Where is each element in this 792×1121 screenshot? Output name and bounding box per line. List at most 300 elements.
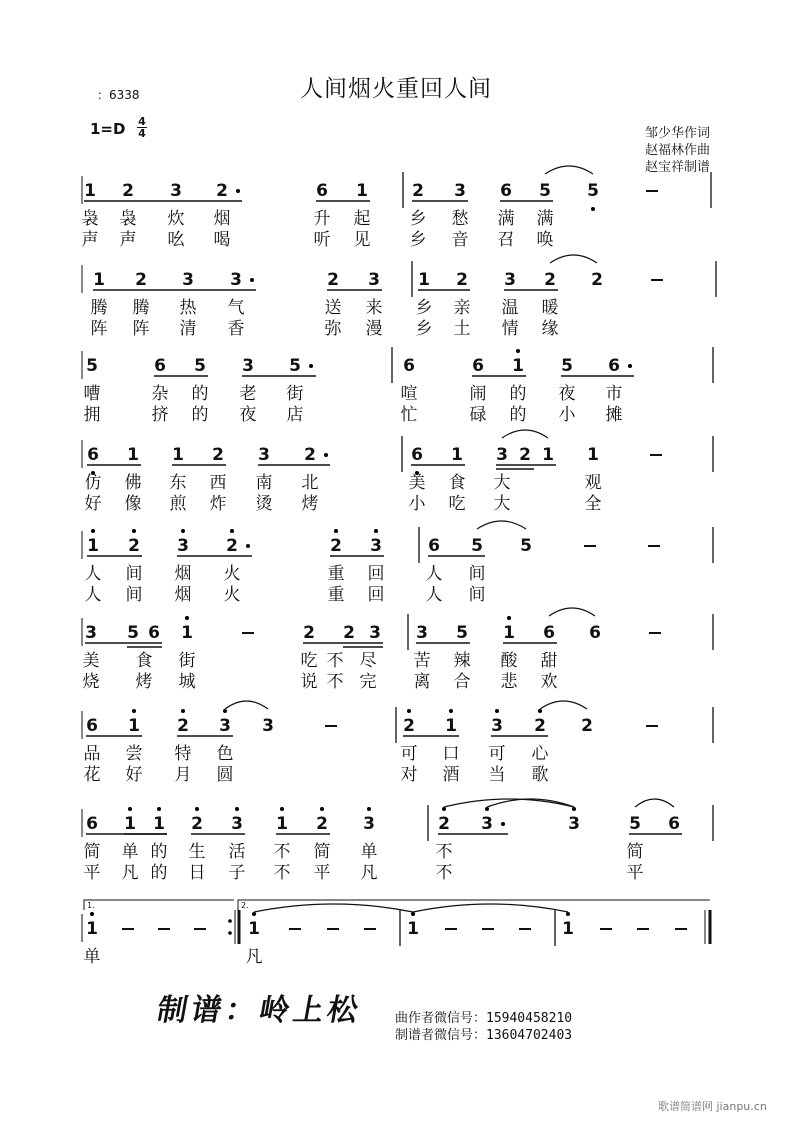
lyric-verse-1: 简 — [313, 842, 331, 862]
lyric-verse-1: 简 — [626, 842, 644, 862]
lyric-verse-2: 见 — [353, 230, 371, 250]
lyric-verse-1: 夜 — [558, 384, 576, 404]
lyric-verse-1: 嘈 — [83, 384, 101, 404]
lyric-verse-1: 的 — [509, 384, 527, 404]
lyric-verse-1: 市 — [605, 384, 623, 404]
lyric-verse-2: 人 — [84, 585, 102, 605]
lyric-verse-2: 好 — [84, 494, 102, 514]
octave-up-dot — [495, 709, 499, 713]
lyric-verse-1: 活 — [228, 842, 246, 862]
lyric-verse-2: 酒 — [442, 765, 460, 785]
note-5: 5 — [629, 814, 641, 834]
note-1: 1 — [542, 445, 554, 465]
lyric-verse-2: 平 — [313, 863, 331, 883]
note-3: 3 — [491, 716, 503, 736]
lyric-verse-2: 漫 — [365, 319, 383, 339]
lyric-verse-2: 好 — [125, 765, 143, 785]
lyric-verse-2: 召 — [497, 230, 515, 250]
note-1: 1 — [181, 623, 193, 643]
lyric-verse-2: 店 — [286, 405, 304, 425]
time-signature-bottom: 4 — [138, 127, 146, 140]
lyric-verse-2: 像 — [124, 494, 142, 514]
note-3: 3 — [363, 814, 375, 834]
lyric-verse-2: 阵 — [90, 319, 108, 339]
lyric-verse-2: 的 — [191, 405, 209, 425]
lyric-verse-1: 起 — [353, 209, 371, 229]
arranger-wechat: 制谱者微信号：13604702403 — [395, 1028, 573, 1043]
note-1: 1 — [562, 919, 574, 939]
repeat-dot — [228, 931, 232, 935]
note-3: 3 — [242, 356, 254, 376]
lyric-verse-2: 歌 — [531, 765, 549, 785]
lyric-verse-2: 阵 — [132, 319, 150, 339]
octave-up-dot — [449, 709, 453, 713]
note-1: 1 — [93, 270, 105, 290]
note-6: 6 — [472, 356, 484, 376]
note-2: 2 — [135, 270, 147, 290]
note-2: 2 — [304, 445, 316, 465]
lyric-verse-1: 的 — [191, 384, 209, 404]
lyric-verse-2: 全 — [584, 494, 602, 514]
lyric-verse-1: 单 — [360, 842, 378, 862]
lyric-verse-1: 腾 — [132, 298, 150, 318]
note-6: 6 — [86, 814, 98, 834]
lyric-verse-1: 火 — [223, 564, 241, 584]
lyric-verse-1: 满 — [497, 209, 515, 229]
octave-up-dot — [195, 807, 199, 811]
note-2: 2 — [403, 716, 415, 736]
octave-up-dot — [132, 709, 136, 713]
augmentation-dot — [309, 364, 313, 368]
note-5: 5 — [587, 181, 599, 201]
lyric-verse-1: 不 — [435, 842, 453, 862]
lyric-verse-2: 平 — [83, 863, 101, 883]
lyric-verse-2: 回 — [367, 585, 385, 605]
lyric-verse-2: 当 — [488, 765, 506, 785]
note-5: 5 — [289, 356, 301, 376]
lyric-verse-1: 人 — [84, 564, 102, 584]
lyric-verse-2: 大 — [493, 494, 511, 514]
note-3: 3 — [177, 536, 189, 556]
octave-up-dot — [223, 709, 227, 713]
lyric-verse-1: 美 — [408, 473, 426, 493]
note-3: 3 — [568, 814, 580, 834]
lyric-verse-2: 乡 — [409, 230, 427, 250]
octave-down-dot — [591, 207, 595, 211]
note-1: 1 — [248, 919, 260, 939]
octave-up-dot — [507, 616, 511, 620]
lyric-verse-2: 花 — [83, 765, 101, 785]
note-2: 2 — [456, 270, 468, 290]
lyric-verse-2: 悲 — [500, 672, 518, 692]
lyric-verse-1: 亲 — [453, 298, 471, 318]
lyric-verse-2: 不 — [435, 863, 453, 883]
lyric-verse-2: 的 — [509, 405, 527, 425]
note-1: 1 — [84, 181, 96, 201]
lyric-verse-2: 忙 — [400, 405, 418, 425]
lyric-verse-1: 可 — [488, 744, 506, 764]
lyric-verse-2: 平 — [626, 863, 644, 883]
note-2: 2 — [191, 814, 203, 834]
slur-tie — [540, 701, 587, 709]
note-3: 3 — [496, 445, 508, 465]
lyric-verse-1: 街 — [286, 384, 304, 404]
octave-up-dot — [407, 709, 411, 713]
lyric-verse-2: 听 — [313, 230, 331, 250]
note-6: 6 — [86, 716, 98, 736]
octave-up-dot — [91, 529, 95, 533]
lyric-verse-1: 尝 — [125, 744, 143, 764]
lyric-verse-2: 间 — [468, 585, 486, 605]
lyric-verse-2: 香 — [227, 319, 245, 339]
note-6: 6 — [543, 623, 555, 643]
octave-up-dot — [280, 807, 284, 811]
lyric-verse-1: 单 — [121, 842, 139, 862]
note-2: 2 — [519, 445, 531, 465]
lyric-verse-2: 合 — [453, 672, 471, 692]
lyric-verse-2: 城 — [178, 672, 196, 692]
octave-up-dot — [442, 807, 446, 811]
lyric-verse-1: 烟 — [213, 209, 231, 229]
note-2: 2 — [177, 716, 189, 736]
lyric-verse-1: 简 — [83, 842, 101, 862]
lyric-verse-2: 的 — [150, 863, 168, 883]
lyric-verse-1: 甜 — [540, 651, 558, 671]
note-5: 5 — [127, 623, 139, 643]
lyric-verse-2: 不 — [273, 863, 291, 883]
note-1: 1 — [356, 181, 368, 201]
note-5: 5 — [471, 536, 483, 556]
lyricist-credit: 邹少华作词 — [644, 126, 710, 141]
note-6: 6 — [148, 623, 160, 643]
note-1: 1 — [153, 814, 165, 834]
octave-up-dot — [181, 709, 185, 713]
lyric-verse-1: 大 — [493, 473, 511, 493]
note-6: 6 — [87, 445, 99, 465]
lyric-verse-2: 挤 — [151, 405, 169, 425]
lyric-verse-2: 碌 — [469, 405, 487, 425]
composer-wechat: 曲作者微信号：15940458210 — [395, 1011, 573, 1026]
note-3: 3 — [416, 623, 428, 643]
octave-up-dot — [132, 529, 136, 533]
note-2: 2 — [212, 445, 224, 465]
lyric-verse-1: 苦 — [413, 651, 431, 671]
lyric-verse-2: 吆 — [167, 230, 185, 250]
lyric-verse-1: 食 — [135, 651, 153, 671]
key-signature: 1=D — [90, 120, 126, 138]
lyric-verse-2: 土 — [453, 319, 471, 339]
note-1: 1 — [124, 814, 136, 834]
lyric-verse-2: 清 — [179, 319, 197, 339]
lyric-verse-1: 吃 — [300, 651, 318, 671]
note-1: 1 — [407, 919, 419, 939]
lyric-verse-1: 暖 — [541, 298, 559, 318]
lyric-verse-1: 单 — [83, 947, 101, 967]
volta-bracket — [84, 900, 234, 910]
note-2: 2 — [327, 270, 339, 290]
note-6: 6 — [411, 445, 423, 465]
note-6: 6 — [428, 536, 440, 556]
lyric-verse-1: 东 — [169, 473, 187, 493]
note-1: 1 — [276, 814, 288, 834]
volta-label: 1. — [87, 901, 95, 910]
slur-tie — [413, 904, 568, 912]
note-2: 2 — [343, 623, 355, 643]
lyric-verse-1: 不 — [273, 842, 291, 862]
lyric-verse-1: 乡 — [415, 298, 433, 318]
lyric-verse-1: 袅 — [119, 209, 137, 229]
lyric-verse-2: 间 — [125, 585, 143, 605]
octave-up-dot — [235, 807, 239, 811]
lyric-verse-1: 间 — [468, 564, 486, 584]
note-1: 1 — [172, 445, 184, 465]
lyric-verse-2: 摊 — [605, 405, 623, 425]
slur-tie — [545, 166, 593, 174]
octave-up-dot — [516, 349, 520, 353]
note-2: 2 — [303, 623, 315, 643]
site-watermark: 歌谱简谱网 jianpu.cn — [658, 1100, 767, 1113]
song-title: 人间烟火重回人间 — [300, 76, 492, 102]
augmentation-dot — [246, 544, 250, 548]
score-number: ：6338 — [97, 88, 140, 102]
lyric-verse-1: 老 — [239, 384, 257, 404]
slur-tie — [550, 255, 597, 263]
lyric-verse-1: 西 — [209, 473, 227, 493]
octave-up-dot — [320, 807, 324, 811]
slur-tie — [635, 799, 674, 807]
note-2: 2 — [544, 270, 556, 290]
lyric-verse-1: 南 — [255, 473, 273, 493]
augmentation-dot — [501, 822, 505, 826]
note-1: 1 — [418, 270, 430, 290]
note-6: 6 — [154, 356, 166, 376]
note-5: 5 — [456, 623, 468, 643]
note-3: 3 — [368, 270, 380, 290]
lyric-verse-2: 小 — [408, 494, 426, 514]
lyric-verse-1: 色 — [216, 744, 234, 764]
note-2: 2 — [591, 270, 603, 290]
note-6: 6 — [589, 623, 601, 643]
repeat-dot — [228, 919, 232, 923]
lyric-verse-2: 煎 — [169, 494, 187, 514]
note-2: 2 — [128, 536, 140, 556]
lyric-verse-1: 温 — [501, 298, 519, 318]
note-5: 5 — [539, 181, 551, 201]
lyric-verse-2: 拥 — [83, 405, 101, 425]
note-3: 3 — [262, 716, 274, 736]
note-2: 2 — [412, 181, 424, 201]
octave-up-dot — [230, 529, 234, 533]
lyric-verse-2: 凡 — [121, 863, 139, 883]
lyric-verse-2: 欢 — [540, 672, 558, 692]
note-3: 3 — [481, 814, 493, 834]
lyric-verse-2: 喝 — [213, 230, 231, 250]
lyric-verse-2: 日 — [188, 863, 206, 883]
lyric-verse-1: 美 — [82, 651, 100, 671]
note-6: 6 — [403, 356, 415, 376]
note-3: 3 — [231, 814, 243, 834]
note-5: 5 — [520, 536, 532, 556]
slur-tie — [254, 904, 413, 912]
volta-label: 2. — [241, 901, 249, 910]
note-3: 3 — [182, 270, 194, 290]
octave-up-dot — [128, 807, 132, 811]
lyric-verse-2: 不 — [326, 672, 344, 692]
slur-tie — [225, 701, 268, 709]
lyric-verse-2: 吃 — [448, 494, 466, 514]
lyric-verse-1: 凡 — [245, 947, 263, 967]
octave-up-dot — [572, 807, 576, 811]
lyric-verse-1: 口 — [442, 744, 460, 764]
lyric-verse-2: 烧 — [82, 672, 100, 692]
lyric-verse-2: 月 — [174, 765, 192, 785]
note-5: 5 — [86, 356, 98, 376]
octave-up-dot — [538, 709, 542, 713]
lyric-verse-1: 满 — [536, 209, 554, 229]
lyric-verse-1: 酸 — [500, 651, 518, 671]
note-2: 2 — [438, 814, 450, 834]
lyric-verse-1: 品 — [83, 744, 101, 764]
lyric-verse-2: 炸 — [209, 494, 227, 514]
note-1: 1 — [445, 716, 457, 736]
lyric-verse-1: 愁 — [451, 209, 469, 229]
lyric-verse-1: 心 — [531, 744, 549, 764]
note-6: 6 — [668, 814, 680, 834]
note-3: 3 — [170, 181, 182, 201]
note-3: 3 — [454, 181, 466, 201]
note-1: 1 — [86, 919, 98, 939]
lyric-verse-2: 小 — [558, 405, 576, 425]
note-2: 2 — [330, 536, 342, 556]
lyric-verse-1: 炊 — [167, 209, 185, 229]
lyric-verse-2: 音 — [451, 230, 469, 250]
lyric-verse-2: 烤 — [135, 672, 153, 692]
augmentation-dot — [236, 189, 240, 193]
lyric-verse-2: 凡 — [360, 863, 378, 883]
lyric-verse-1: 腾 — [90, 298, 108, 318]
octave-up-dot — [411, 912, 415, 916]
octave-up-dot — [252, 912, 256, 916]
note-2: 2 — [316, 814, 328, 834]
note-3: 3 — [504, 270, 516, 290]
octave-up-dot — [181, 529, 185, 533]
lyric-verse-1: 乡 — [409, 209, 427, 229]
slur-tie — [549, 608, 595, 616]
note-1: 1 — [512, 356, 524, 376]
lyric-verse-1: 辣 — [453, 651, 471, 671]
lyric-verse-2: 火 — [223, 585, 241, 605]
arranger-credit: 赵宝祥制谱 — [644, 160, 710, 175]
note-1: 1 — [587, 445, 599, 465]
slur-tie — [502, 430, 548, 438]
augmentation-dot — [324, 453, 328, 457]
lyric-verse-1: 杂 — [151, 384, 169, 404]
slur-tie — [444, 799, 574, 807]
lyric-verse-2: 烟 — [174, 585, 192, 605]
note-3: 3 — [370, 536, 382, 556]
lyric-verse-1: 仿 — [84, 473, 102, 493]
note-2: 2 — [534, 716, 546, 736]
lyric-verse-2: 说 — [300, 672, 318, 692]
octave-up-dot — [185, 616, 189, 620]
lyric-verse-1: 闹 — [469, 384, 487, 404]
note-6: 6 — [608, 356, 620, 376]
note-6: 6 — [316, 181, 328, 201]
note-6: 6 — [500, 181, 512, 201]
lyric-verse-1: 佛 — [124, 473, 142, 493]
lyric-verse-1: 喧 — [400, 384, 418, 404]
note-2: 2 — [226, 536, 238, 556]
note-1: 1 — [503, 623, 515, 643]
lyric-verse-1: 观 — [584, 473, 602, 493]
lyric-verse-2: 圆 — [216, 765, 234, 785]
lyric-verse-1: 不 — [326, 651, 344, 671]
lyric-verse-1: 北 — [301, 473, 319, 493]
slur-tie — [477, 521, 526, 529]
lyric-verse-1: 街 — [178, 651, 196, 671]
lyric-verse-1: 可 — [400, 744, 418, 764]
lyric-verse-2: 完 — [359, 672, 377, 692]
note-1: 1 — [451, 445, 463, 465]
octave-up-dot — [485, 807, 489, 811]
lyric-verse-1: 来 — [365, 298, 383, 318]
lyric-verse-2: 烫 — [255, 494, 273, 514]
octave-up-dot — [90, 912, 94, 916]
octave-up-dot — [157, 807, 161, 811]
augmentation-dot — [250, 278, 254, 282]
lyric-verse-1: 的 — [150, 842, 168, 862]
lyric-verse-1: 热 — [179, 298, 197, 318]
lyric-verse-1: 特 — [174, 744, 192, 764]
lyric-verse-1: 回 — [367, 564, 385, 584]
lyric-verse-2: 重 — [327, 585, 345, 605]
lyric-verse-2: 声 — [119, 230, 137, 250]
octave-up-dot — [334, 529, 338, 533]
note-5: 5 — [561, 356, 573, 376]
lyric-verse-1: 食 — [448, 473, 466, 493]
lyric-verse-1: 重 — [327, 564, 345, 584]
lyric-verse-2: 离 — [413, 672, 431, 692]
note-3: 3 — [219, 716, 231, 736]
octave-up-dot — [367, 807, 371, 811]
lyric-verse-2: 情 — [501, 319, 519, 339]
lyric-verse-1: 送 — [324, 298, 342, 318]
lyric-verse-2: 弥 — [324, 319, 342, 339]
octave-up-dot — [374, 529, 378, 533]
note-2: 2 — [581, 716, 593, 736]
augmentation-dot — [628, 364, 632, 368]
lyric-verse-2: 烤 — [301, 494, 319, 514]
note-3: 3 — [369, 623, 381, 643]
note-3: 3 — [230, 270, 242, 290]
arranger-signature: 制谱：岭上松 — [154, 993, 365, 1028]
lyric-verse-1: 烟 — [174, 564, 192, 584]
lyric-verse-2: 乡 — [415, 319, 433, 339]
time-signature-top: 4 — [138, 115, 146, 128]
lyric-verse-1: 袅 — [81, 209, 99, 229]
lyric-verse-2: 对 — [400, 765, 418, 785]
lyric-verse-2: 夜 — [239, 405, 257, 425]
lyric-verse-1: 生 — [188, 842, 206, 862]
lyric-verse-2: 缘 — [541, 319, 559, 339]
note-3: 3 — [258, 445, 270, 465]
lyric-verse-1: 气 — [227, 298, 245, 318]
note-2: 2 — [216, 181, 228, 201]
note-1: 1 — [127, 445, 139, 465]
note-1: 1 — [87, 536, 99, 556]
octave-up-dot — [566, 912, 570, 916]
lyric-verse-1: 人 — [425, 564, 443, 584]
